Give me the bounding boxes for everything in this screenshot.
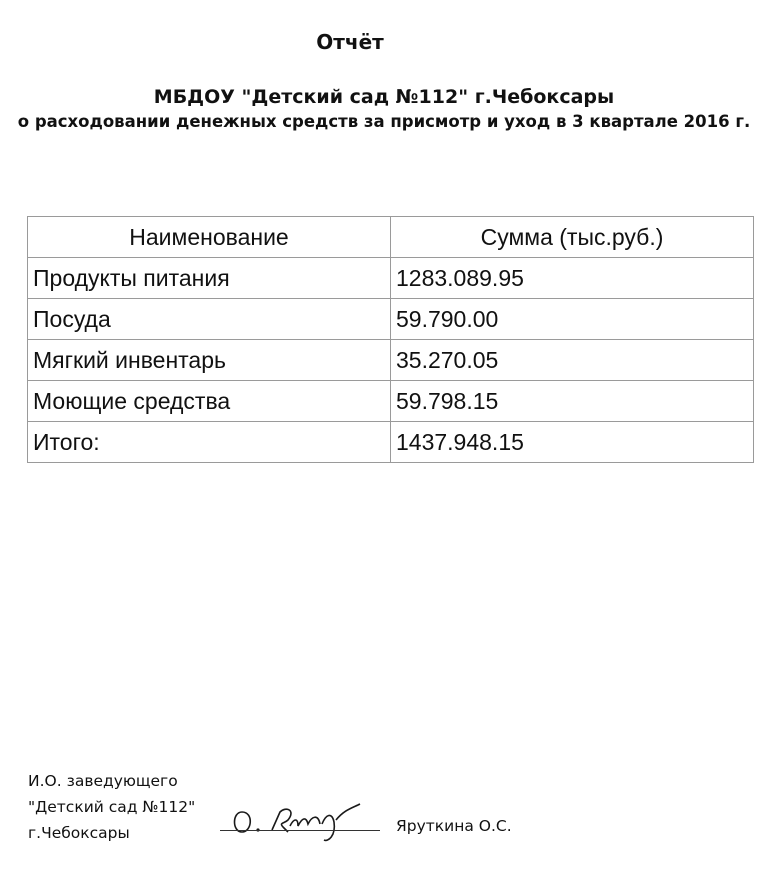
position-line: г.Чебоксары xyxy=(28,824,130,842)
row-amount: 1283.089.95 xyxy=(391,258,754,299)
table-row xyxy=(28,381,754,422)
position-line: И.О. заведующего xyxy=(28,772,178,790)
signature-line xyxy=(220,830,380,831)
row-name: Мягкий инвентарь xyxy=(28,340,391,381)
table-header-row xyxy=(28,217,754,258)
row-amount: 59.790.00 xyxy=(391,299,754,340)
document-subtitle: о расходовании денежных средств за присмотр и уход в 3 квартале 2016 г. xyxy=(17,112,751,131)
handwritten-signature xyxy=(228,796,388,846)
table-row xyxy=(28,299,754,340)
document-title: Отчёт xyxy=(316,30,384,54)
signatory-position xyxy=(28,768,195,846)
row-amount: 59.798.15 xyxy=(391,381,754,422)
table-row-total xyxy=(28,422,754,463)
row-amount: 1437.948.15 xyxy=(391,422,754,463)
table-row xyxy=(28,340,754,381)
organization-name: МБДОУ "Детский сад №112" г.Чебоксары xyxy=(153,86,615,108)
expense-table xyxy=(27,216,754,463)
signatory-name: Яруткина О.С. xyxy=(396,817,512,835)
position-line: "Детский сад №112" xyxy=(28,798,196,816)
row-amount: 35.270.05 xyxy=(391,340,754,381)
row-name: Моющие средства xyxy=(28,381,391,422)
column-header-amount: Сумма (тыс.руб.) xyxy=(391,217,754,258)
row-name: Посуда xyxy=(28,299,391,340)
row-name: Продукты питания xyxy=(28,258,391,299)
column-header-name: Наименование xyxy=(28,217,391,258)
row-name: Итого: xyxy=(28,422,391,463)
table-row xyxy=(28,258,754,299)
